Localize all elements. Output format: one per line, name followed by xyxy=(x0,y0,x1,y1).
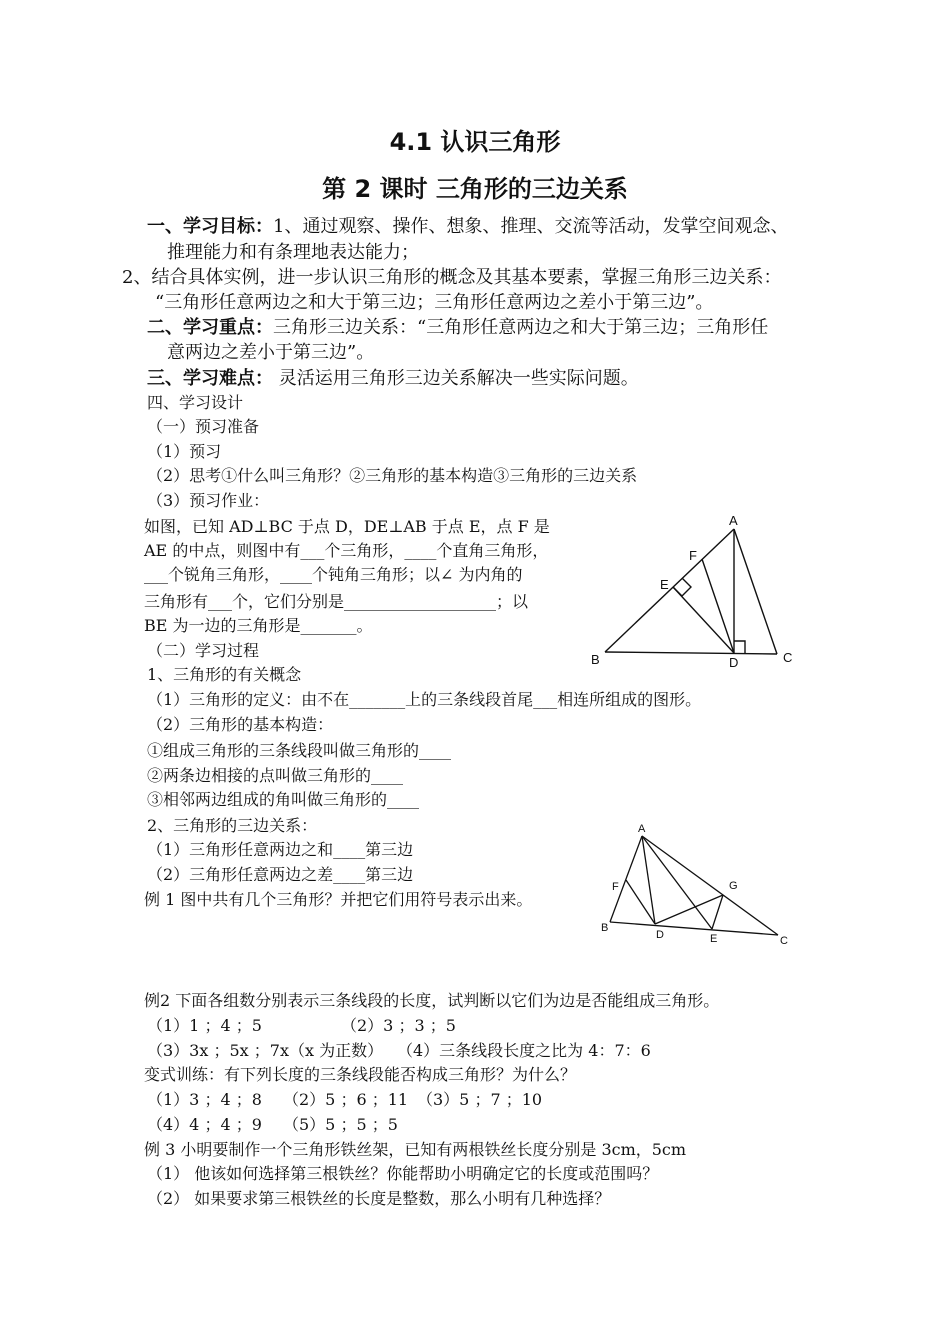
homework-line-5: BE 为一边的三角形是_______。 xyxy=(144,616,373,635)
label-F: F xyxy=(689,548,697,563)
variant-item-1: （1）3 ；4 ；8 xyxy=(147,1090,262,1109)
design-heading: 四、学习设计 xyxy=(147,393,244,412)
goals-line3: 2、结合具体实例，进一步认识三角形的概念及其基本要素，掌握三角形三边关系： xyxy=(122,267,782,288)
label-F: F xyxy=(612,881,619,893)
variant-item-3: （3）5 ；7 ；10 xyxy=(417,1090,543,1109)
prep-heading: （一）预习准备 xyxy=(147,417,260,436)
variant-item-5: （5）5 ；5 ；5 xyxy=(283,1115,398,1134)
label-D: D xyxy=(656,929,664,941)
label-D: D xyxy=(729,655,739,670)
example-2-item-4: （4）三条线段长度之比为 4：7：6 xyxy=(397,1041,651,1060)
page-subtitle: 第 2 课时 三角形的三边关系 xyxy=(322,175,628,203)
homework-line-2: AE 的中点，则图中有___个三角形，____个直角三角形， xyxy=(144,541,549,560)
variant-item-2: （2）5 ；6 ；11 xyxy=(283,1090,409,1109)
segment-AD xyxy=(642,836,655,924)
example-1: 例 1 图中共有几个三角形？并把它们用符号表示出来。 xyxy=(144,890,533,909)
goals-line4: “三角形任意两边之和大于第三边；三角形任意两边之差小于第三边”。 xyxy=(155,292,714,313)
label-B: B xyxy=(601,922,609,934)
segment-AB xyxy=(610,836,642,922)
triangle-figure-2 xyxy=(595,820,800,950)
example-3-question-2: （2） 如果要求第三根铁丝的长度是整数，那么小明有几种选择？ xyxy=(147,1189,611,1208)
example-2-item-2: （2）3 ；3 ；5 xyxy=(341,1016,456,1035)
right-angle-mark-D xyxy=(734,641,745,653)
example-2: 例2 下面各组数分别表示三条线段的长度，试判断以它们为边是否能组成三角形。 xyxy=(144,991,720,1010)
goals-block xyxy=(147,215,788,239)
label-E: E xyxy=(660,577,669,592)
segment-AC xyxy=(734,529,777,654)
section-1-item-sides: ①组成三角形的三条线段叫做三角形的____ xyxy=(147,741,452,760)
difficulty-heading: 三、学习难点： xyxy=(147,368,273,389)
segment-ED xyxy=(673,587,734,653)
section-1-item-vertex: ②两条边相接的点叫做三角形的____ xyxy=(147,766,404,785)
label-B: B xyxy=(591,652,600,667)
prep-item-1: （1）预习 xyxy=(147,442,222,461)
section-1-item-angle: ③相邻两边组成的角叫做三角形的____ xyxy=(147,790,420,809)
label-C: C xyxy=(783,650,793,665)
prep-item-3: （3）预习作业： xyxy=(147,491,270,510)
segment-EG xyxy=(712,895,723,929)
segment-BC xyxy=(610,922,778,935)
homework-line-4: 三角形有___个，它们分别是___________________；以 xyxy=(144,592,529,611)
process-heading: （二）学习过程 xyxy=(147,641,260,660)
keypoints-block xyxy=(147,316,768,340)
keypoints-line2: 意两边之差小于第三边”。 xyxy=(167,342,375,363)
label-A: A xyxy=(729,513,738,528)
goals-line1: 1、通过观察、操作、想象、推理、交流等活动，发掌空间观念、 xyxy=(273,216,789,237)
example-2-item-1: （1）1 ；4 ；5 xyxy=(147,1016,262,1035)
homework-line-1: 如图，已知 AD⊥BC 于点 D，DE⊥AB 于点 E，点 F 是 xyxy=(144,517,550,536)
section-2-heading: 2、三角形的三边关系： xyxy=(147,816,318,835)
example-3: 例 3 小明要制作一个三角形铁丝架，已知有两根铁丝长度分别是 3cm，5cm xyxy=(144,1140,687,1159)
triangle-figure-1 xyxy=(585,510,805,675)
section-1-definition: （1）三角形的定义：由不在_______上的三条线段首尾___相连所组成的图形。 xyxy=(147,690,702,709)
page-title: 4.1 认识三角形 xyxy=(389,128,561,156)
homework-line-3: ___个锐角三角形，____个钝角三角形；以∠ 为内角的 xyxy=(144,565,523,584)
goals-line2: 推理能力和有条理地表达能力； xyxy=(167,242,419,263)
difficulty-text: 灵活运用三角形三边关系解决一些实际问题。 xyxy=(278,368,639,389)
label-G: G xyxy=(729,880,738,892)
difficulty-block xyxy=(147,367,639,391)
section-2-difference: （2）三角形任意两边之差____第三边 xyxy=(147,865,414,884)
segment-FD xyxy=(702,559,734,653)
prep-item-2: （2）思考①什么叫三角形？②三角形的基本构造③三角形的三边关系 xyxy=(147,466,638,485)
variant-item-4: （4）4 ；4 ；9 xyxy=(147,1115,262,1134)
example-3-question-1: （1） 他该如何选择第三根铁丝？你能帮助小明确定它的长度或范围吗？ xyxy=(147,1164,659,1183)
keypoints-heading: 二、学习重点： xyxy=(147,317,273,338)
label-C: C xyxy=(780,935,788,947)
label-A: A xyxy=(638,823,646,835)
section-1-heading: 1、三角形的有关概念 xyxy=(147,665,302,684)
label-E: E xyxy=(710,933,718,945)
goals-heading: 一、学习目标： xyxy=(147,216,273,237)
segment-FD xyxy=(626,880,655,924)
section-2-sum: （1）三角形任意两边之和____第三边 xyxy=(147,840,414,859)
segment-BA xyxy=(605,529,734,652)
segment-BC xyxy=(605,652,777,654)
section-1-structure: （2）三角形的基本构造： xyxy=(147,715,334,734)
keypoints-line1: 三角形三边关系：“三角形任意两边之和大于第三边；三角形任 xyxy=(273,317,769,338)
right-angle-mark-E xyxy=(673,578,691,596)
variant-heading: 变式训练：有下列长度的三条线段能否构成三角形？为什么？ xyxy=(144,1065,577,1084)
example-2-item-3: （3）3x ；5x ；7x（x 为正数） xyxy=(147,1041,384,1060)
